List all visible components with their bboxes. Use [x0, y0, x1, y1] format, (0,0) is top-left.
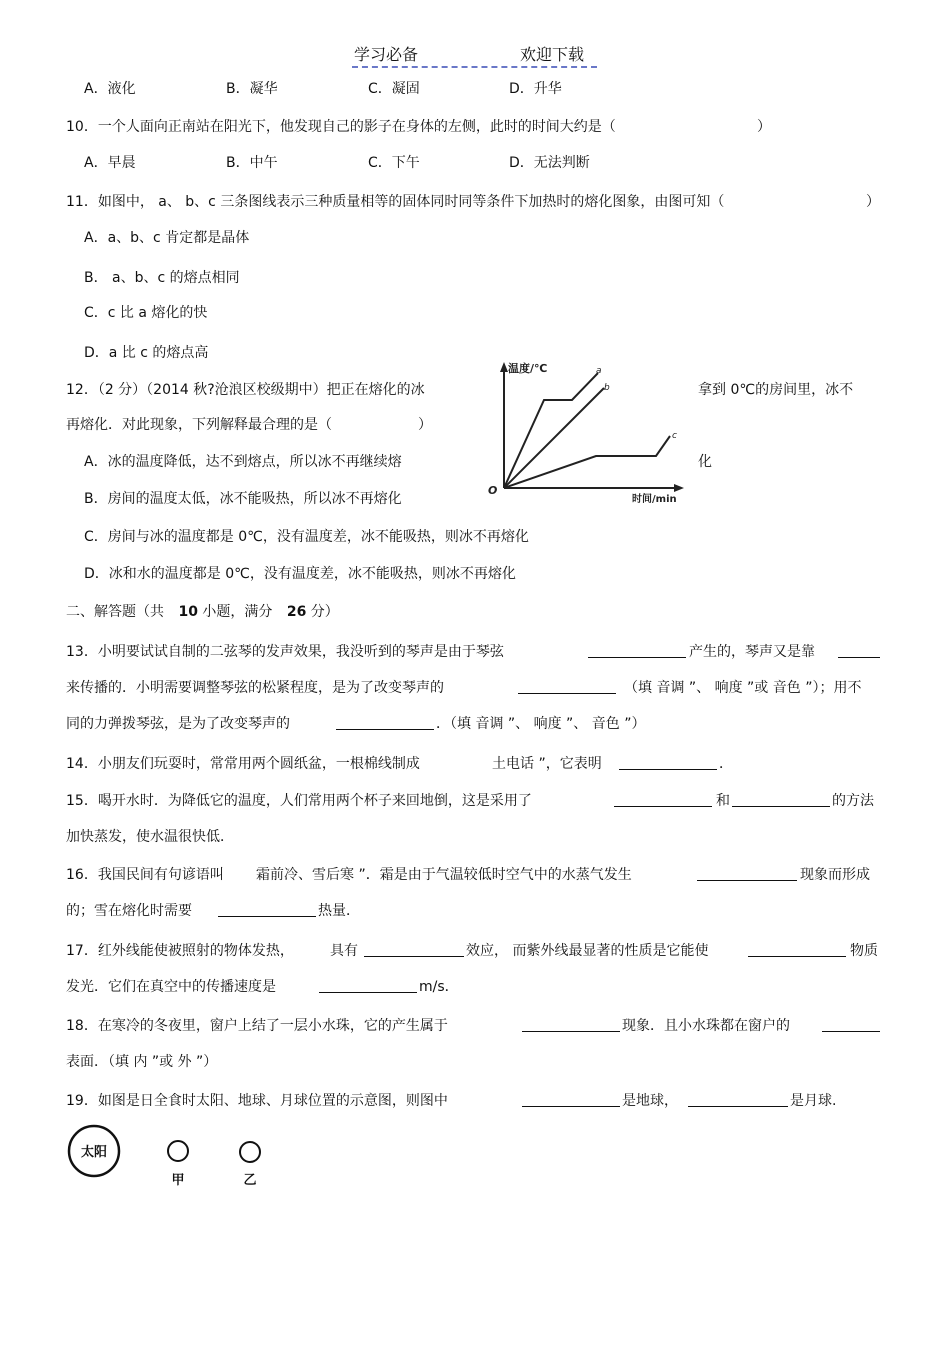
- q14-text-c: ．: [719, 756, 733, 772]
- q17-text-d: 物质: [850, 943, 878, 959]
- header-left-text: 学习必备: [354, 45, 419, 64]
- q18-text-a: 18．在寒冷的冬夜里，窗户上结了一层小水珠，它的产生属于: [66, 1018, 448, 1034]
- q10-close: ）: [757, 119, 771, 135]
- section-2-count: 10: [178, 604, 198, 620]
- q11-close: ）: [866, 194, 880, 210]
- q13-blank-1[interactable]: [588, 643, 686, 658]
- jia-circle: [168, 1141, 188, 1161]
- q13-line3-b: ．（填 音调 ”、 响度 ”、 音色 ”）: [436, 716, 646, 732]
- q11-stem: 11．如图中， a、 b、c 三条图线表示三种质量相等的固体同时同等条件下加热时的熔化图象，由图可知（: [66, 194, 725, 210]
- q10-option-d: D．无法判断: [509, 155, 590, 171]
- q18-line2: 表面．（填 内 ”或 外 ”）: [66, 1054, 218, 1070]
- q11-option-d: D．a 比 c 的熔点高: [84, 345, 209, 361]
- jia-label: 甲: [171, 1173, 185, 1188]
- q19-text-b: 是地球，: [622, 1093, 678, 1109]
- q17-text-c: 效应， 而紫外线最显著的性质是它能使: [466, 943, 709, 959]
- q13-line2-b: （填 音调 ”、 响度 ”或 音色 ”）；用不: [624, 680, 862, 696]
- q13-line2-a: 来传播的．小明需要调整琴弦的松紧程度，是为了改变琴声的: [66, 680, 444, 696]
- q15-text-b: 和: [716, 793, 730, 809]
- graph-xlabel: 时间/min: [632, 494, 677, 505]
- q17-line2-b: m/s．: [419, 979, 459, 995]
- q11-option-a: A．a、b、c 肯定都是晶体: [84, 230, 250, 246]
- y-axis-arrow: [500, 362, 508, 372]
- q16-blank-1[interactable]: [697, 866, 797, 881]
- curve-b: [504, 388, 604, 488]
- q19-blank-1[interactable]: [522, 1092, 620, 1107]
- q16-line2-a: 的；雪在熔化时需要: [66, 903, 192, 919]
- q17-text-b: 具有: [330, 943, 358, 959]
- q16-blank-2[interactable]: [218, 902, 316, 917]
- section-2-score: 26: [286, 604, 307, 620]
- yi-circle: [240, 1142, 260, 1162]
- melting-graph: [480, 358, 690, 506]
- q10-stem: 10．一个人面向正南站在阳光下，他发现自己的影子在身体的左侧，此时的时间大约是（: [66, 119, 616, 135]
- q18-text-b: 现象．且小水珠都在窗户的: [622, 1018, 790, 1034]
- eclipse-figure: [62, 1122, 282, 1192]
- q13-line3-a: 同的力弹拨琴弦，是为了改变琴声的: [66, 716, 290, 732]
- q16-text-b: 霜前冷、雪后寒 ”．霜是由于气温较低时空气中的水蒸气发生: [256, 867, 632, 883]
- yi-label: 乙: [243, 1173, 257, 1188]
- curve-b-label: b: [604, 383, 610, 393]
- q12-stem-right: 拿到 0℃的房间里，冰不: [698, 382, 854, 398]
- q16-line2-b: 热量．: [318, 903, 360, 919]
- q12-stem-line2: 再熔化．对此现象，下列解释最合理的是（: [66, 417, 332, 433]
- q17-blank-1[interactable]: [364, 942, 464, 957]
- q9-option-a: A．液化: [84, 81, 136, 97]
- q17-text-a: 17．红外线能使被照射的物体发热，: [66, 943, 294, 959]
- q17-blank-3[interactable]: [319, 978, 417, 993]
- header-right-text: 欢迎下载: [520, 45, 585, 64]
- q17-blank-2[interactable]: [748, 942, 846, 957]
- q16-text-a: 16．我国民间有句谚语叫: [66, 867, 224, 883]
- q18-blank-1[interactable]: [522, 1017, 620, 1032]
- q14-text-b: 土电话 ”，它表明: [492, 756, 602, 772]
- q9-option-b: B．凝华: [226, 81, 278, 97]
- q13-blank-4[interactable]: [336, 715, 434, 730]
- q15-blank-1[interactable]: [614, 792, 712, 807]
- q19-text-a: 19．如图是日全食时太阳、地球、月球位置的示意图，则图中: [66, 1093, 448, 1109]
- q16-text-c: 现象而形成: [800, 867, 870, 883]
- q11-option-c: C．c 比 a 熔化的快: [84, 305, 208, 321]
- q12-option-c: C．房间与冰的温度都是 0℃，没有温度差，冰不能吸热，则冰不再熔化: [84, 529, 529, 545]
- q12-option-d: D．冰和水的温度都是 0℃，没有温度差，冰不能吸热，则冰不再熔化: [84, 566, 516, 582]
- section-2-heading: [66, 603, 339, 621]
- graph-ylabel: 温度/℃: [508, 362, 548, 375]
- q19-text-c: 是月球.: [790, 1093, 837, 1109]
- q9-option-d: D．升华: [509, 81, 562, 97]
- q10-option-b: B．中午: [226, 155, 278, 171]
- q12-close: ）: [418, 417, 432, 433]
- q14-text-a: 14．小朋友们玩耍时，常常用两个圆纸盆，一根棉线制成: [66, 756, 420, 772]
- q12-option-b: B．房间的温度太低，冰不能吸热，所以冰不再熔化: [84, 491, 402, 507]
- q10-option-a: A．早晨: [84, 155, 136, 171]
- q15-blank-2[interactable]: [732, 792, 830, 807]
- q12-option-a-tail: 化: [698, 454, 712, 470]
- q14-blank[interactable]: [619, 755, 717, 770]
- section-2-prefix: 二、解答题（共: [66, 604, 164, 620]
- q13-line1-b: 产生的，琴声又是靠: [689, 644, 815, 660]
- q15-text-a: 15．喝开水时．为降低它的温度，人们常用两个杯子来回地倒，这是采用了: [66, 793, 532, 809]
- q13-line1-a: 13．小明要试试自制的二弦琴的发声效果，我没听到的琴声是由于琴弦: [66, 644, 504, 660]
- sun-label: 太阳: [80, 1145, 108, 1160]
- q18-blank-2[interactable]: [822, 1017, 880, 1032]
- curve-c-label: c: [672, 431, 677, 441]
- section-2-suffix: 分）: [310, 604, 339, 620]
- q15-text-c: 的方法: [832, 793, 874, 809]
- q19-blank-2[interactable]: [688, 1092, 788, 1107]
- graph-origin: O: [488, 484, 498, 497]
- section-2-mid: 小题，满分: [202, 604, 273, 620]
- x-axis-arrow: [674, 484, 684, 492]
- q15-line2: 加快蒸发，使水温很快低．: [66, 829, 234, 845]
- q10-option-c: C．下午: [368, 155, 420, 171]
- q9-option-c: C．凝固: [368, 81, 420, 97]
- q17-line2-a: 发光．它们在真空中的传播速度是: [66, 979, 276, 995]
- q11-option-b: B． a、b、c 的熔点相同: [84, 270, 240, 286]
- q13-blank-3[interactable]: [518, 679, 616, 694]
- q12-stem-left: 12．（2 分）（2014 秋?沧浪区校级期中）把正在熔化的冰: [66, 382, 425, 398]
- q13-blank-2[interactable]: [838, 643, 880, 658]
- page-header: [352, 42, 597, 68]
- q12-option-a: A．冰的温度降低，达不到熔点，所以冰不再继续熔: [84, 454, 402, 470]
- curve-a-label: a: [596, 366, 602, 376]
